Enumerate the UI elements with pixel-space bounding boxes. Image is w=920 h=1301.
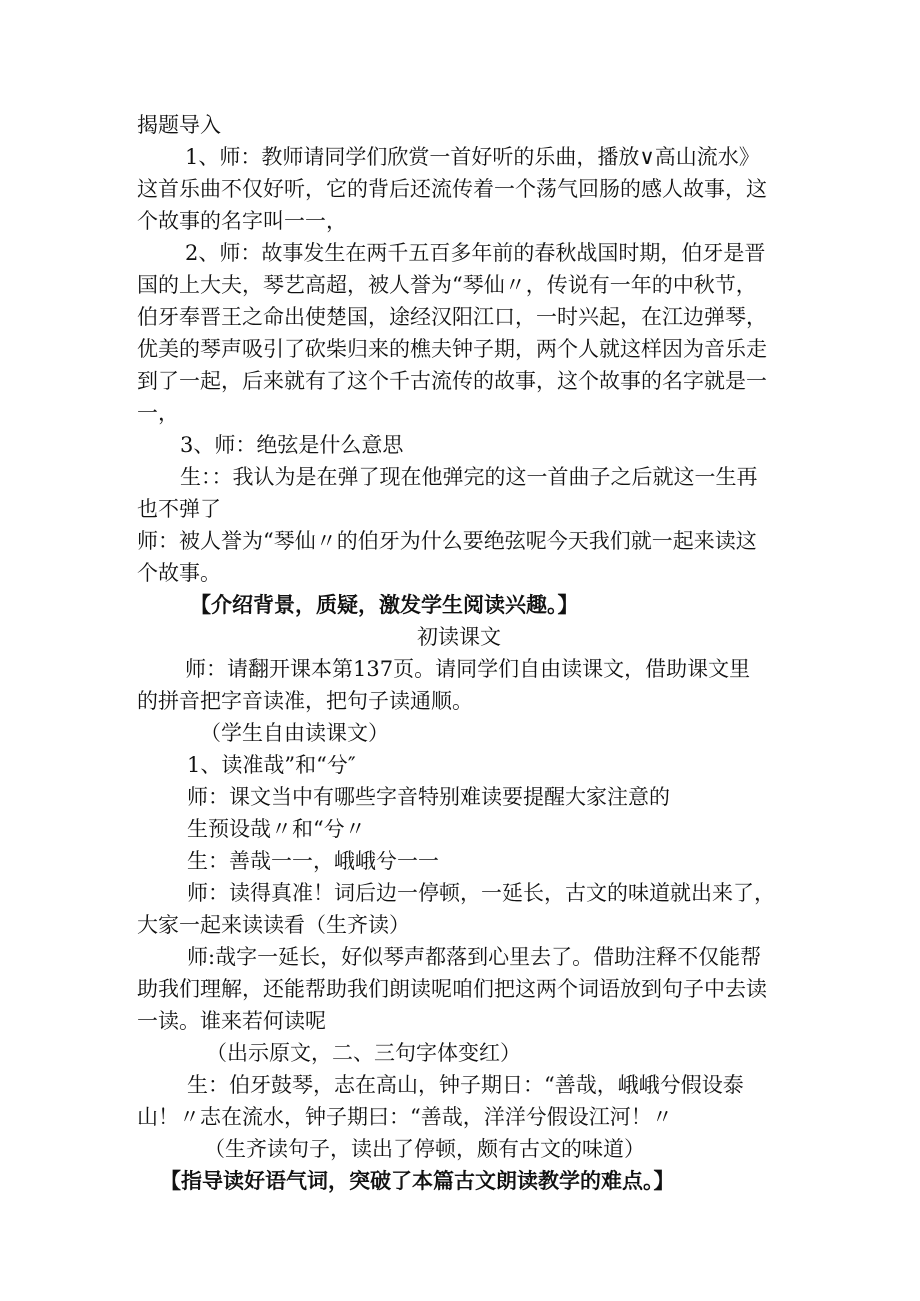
paragraph-line: 师:哉字一延长，好似琴声都落到心里去了。借助注释不仅能帮 — [187, 945, 762, 969]
paragraph-line: 3、师：绝弦是什么意思 — [180, 433, 404, 457]
paragraph-line: 优美的琴声吸引了砍柴归来的樵夫钟子期，两个人就这样因为音乐走 — [137, 337, 767, 361]
paragraph-line: 山！〃志在流水，钟子期曰：“善哉，洋洋兮假设江河！〃 — [137, 1105, 673, 1129]
paragraph-line: 伯牙奉晋王之命出使楚国，途经汉阳江口，一时兴起，在江边弹琴， — [137, 305, 767, 329]
paragraph-line: 助我们理解，还能帮助我们朗读呢咱们把这两个词语放到句子中去读 — [137, 977, 767, 1001]
paragraph-line: 这首乐曲不仅好听，它的背后还流传着一个荡气回肠的感人故事，这 — [137, 177, 767, 201]
paragraph-line: 生预设哉〃和“兮〃 — [187, 817, 366, 841]
paragraph-line: 的拼音把字音读准，把句子读通顺。 — [137, 689, 473, 713]
paragraph-line: 大家一起来读读看（生齐读） — [137, 913, 410, 937]
paragraph-line: 个故事。 — [137, 561, 221, 585]
paragraph-line: 生：：我认为是在弹了现在他弹完的这一首曲子之后就这一生再 — [180, 465, 758, 489]
paragraph-line: 1、师：教师请同学们欣赏一首好听的乐曲，播放∨高山流水》 — [185, 145, 760, 169]
paragraph-line: 一， — [137, 401, 179, 425]
paragraph-line: 师：请翻开课本第137页。请同学们自由读课文，借助课文里 — [185, 657, 751, 681]
section-heading-intro: 揭题导入 — [137, 113, 221, 137]
paragraph-line: 生：伯牙鼓琴，志在高山，钟子期日：“善哉，峨峨兮假设泰 — [187, 1073, 744, 1097]
paragraph-line: 一读。谁来若何读呢 — [137, 1009, 326, 1033]
paragraph-line: 1、读准哉”和“兮″ — [187, 753, 356, 777]
paragraph-line: （生齐读句子，读出了停顿，颇有古文的味道） — [204, 1137, 645, 1161]
teaching-note: 【介绍背景，质疑，激发学生阅读兴趣。】 — [190, 592, 579, 617]
paragraph-line: 师：读得真准！词后边一停顿，一延长，古文的味道就出来了， — [187, 881, 775, 905]
paragraph-line: 到了一起，后来就有了这个千古流传的故事，这个故事的名字就是一 — [137, 369, 767, 393]
paragraph-line: 生：善哉一一，峨峨兮一一 — [187, 849, 439, 873]
paragraph-line: 也不弹了 — [137, 497, 221, 521]
section-heading-first-reading: 初读课文 — [417, 625, 501, 649]
paragraph-line: （出示原文，二、三句字体变红） — [206, 1041, 521, 1065]
paragraph-line: 师：课文当中有哪些字音特别难读要提醒大家注意的 — [187, 785, 670, 809]
paragraph-line: （学生自由读课文） — [200, 721, 389, 745]
paragraph-line: 师：被人誉为“琴仙〃的伯牙为什么要绝弦呢今天我们就一起来读这 — [137, 529, 757, 553]
paragraph-line: 国的上大夫，琴艺高超，被人誉为“琴仙〃，传说有一年的中秋节， — [137, 273, 757, 297]
teaching-note: 【指导读好语气词，突破了本篇古文朗读教学的难点。】 — [160, 1168, 675, 1193]
paragraph-line: 个故事的名字叫一一， — [137, 209, 347, 233]
paragraph-line: 2、师：故事发生在两千五百多年前的春秋战国时期，伯牙是晋 — [185, 241, 766, 265]
